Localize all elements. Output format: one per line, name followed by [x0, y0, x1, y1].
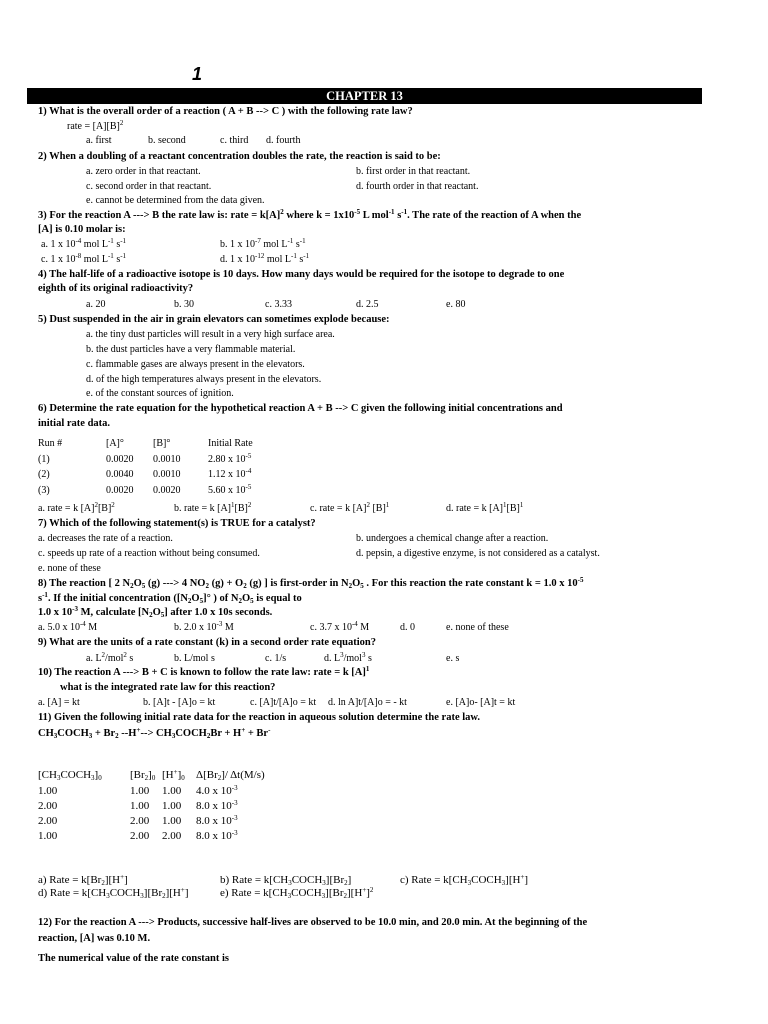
question-8-line-2: $s^{-1}$. If the initial concentration ($[N_2O_5]^\circ$ ) of $N_2O_5$ is equal to	[38, 591, 302, 605]
q6-option-c: c. rate = k $[A]^2$ $[B]^1$	[310, 501, 390, 514]
q8-option-a: a. 5.0 x $10^{-4}$ M	[38, 620, 98, 633]
q11-row-c3: 1.00	[162, 815, 182, 827]
q9-option-c: c. 1/s	[265, 653, 287, 664]
q6-row-rate: 2.80 x $10^{-5}$	[208, 452, 252, 465]
question-3-line-2: [A] is 0.10 molar is:	[38, 224, 126, 235]
q11-row-c3: 1.00	[162, 785, 182, 797]
q4-option-b: b. 30	[174, 299, 194, 310]
q9-option-d: d. $L^3/mol^3$ s	[324, 651, 372, 664]
q11-option-a: a) Rate = $k[Br_2][H^+]$	[38, 873, 128, 887]
q6-row-b: 0.0010	[153, 469, 181, 480]
question-10: 10) The reaction A ---> B + C is known to follow the rate law: rate = k $[A]^1$	[38, 665, 370, 678]
q4-option-c: c. 3.33	[265, 299, 292, 310]
q7-option-a: a. decreases the rate of a reaction.	[38, 533, 173, 544]
q5-option-c: c. flammable gases are always present in the elevators.	[86, 359, 305, 370]
q8-option-d: d. 0	[400, 622, 415, 633]
q6-header-rate: Initial Rate	[208, 438, 253, 449]
q11-row-c4: 8.0 x $10^{-3}$	[196, 829, 238, 842]
q6-row-run: (3)	[38, 485, 50, 496]
q10-option-b: b. [A]t - [A]o = kt	[143, 697, 216, 708]
q11-header-h: $[H^+]_0$	[162, 768, 185, 782]
q11-row-c2: 2.00	[130, 815, 150, 827]
q1-option-c: c. third	[220, 135, 249, 146]
q6-row-rate: 1.12 x $10^{-4}$	[208, 467, 252, 480]
q3-option-b: b. 1 x $10^{-7}$ mol $L^{-1}$ $s^{-1}$	[220, 237, 306, 250]
q11-option-d: d) Rate = $k[CH_3COCH_3][Br_2][H^+]$	[38, 886, 189, 900]
q9-option-e: e. s	[446, 653, 460, 664]
page-number: 1	[192, 64, 203, 84]
q11-header-rate: $\Delta[Br_2]/$ Δt(M/s)	[196, 769, 265, 782]
question-11: 11) Given the following initial rate data for the reaction in aqueous solution determine the rate law.	[38, 712, 481, 723]
question-12-line-3: The numerical value of the rate constant is	[38, 953, 230, 964]
q11-header-ch3coch3: $[CH_3COCH_3]_0$	[38, 769, 102, 782]
q4-option-d: d. 2.5	[356, 299, 379, 310]
q6-row-a: 0.0020	[106, 485, 134, 496]
chapter-heading: CHAPTER 13	[27, 88, 702, 104]
q6-option-b: b. rate = k $[A]^1[B]^2$	[174, 501, 252, 514]
q7-option-d: d. pepsin, a digestive enzyme, is not considered as a catalyst.	[356, 548, 600, 559]
question-8: 8) The reaction [ 2 $N_2O_5$ (g) ---> 4 $NO_2$ $(g) + O_2$ (g) ] is first-order in $N_2O_5$ . For this reaction the rate constant k = 1.0 x $10^{-5}$	[38, 576, 584, 590]
q8-option-e: e. none of these	[446, 622, 509, 633]
q11-row-c2: 1.00	[130, 785, 150, 797]
q8-option-c: c. 3.7 x $10^{-4}$ M	[310, 620, 370, 633]
q5-option-a: a. the tiny dust particles will result in a very high surface area.	[86, 329, 335, 340]
q11-row-c1: 1.00	[38, 785, 58, 797]
q1-option-b: b. second	[148, 135, 186, 146]
q11-row-c2: 2.00	[130, 830, 150, 842]
q3-option-a: a. 1 x $10^{-4}$ mol $L^{-1}$ $s^{-1}$	[41, 237, 127, 250]
q2-option-c: c. second order in that reactant.	[86, 181, 212, 192]
q8-option-b: b. 2.0 x $10^{-3}$ M	[174, 620, 234, 633]
q10-option-d: d. ln A]t/[A]o = - kt	[328, 697, 407, 708]
q6-header-run: Run #	[38, 438, 63, 449]
q7-option-e: e. none of these	[38, 563, 101, 574]
q11-row-c1: 1.00	[38, 830, 58, 842]
q2-option-e: e. cannot be determined from the data given.	[86, 195, 265, 206]
question-8-line-3: 1.0 x $10^{-3}$ M, calculate $[N_2O_5]$ after 1.0 x 10s seconds.	[38, 605, 273, 619]
question-1: 1) What is the overall order of a reaction ( A + B --> C ) with the following rate law?	[38, 106, 413, 117]
question-6: 6) Determine the rate equation for the hypothetical reaction A + B --> C given the following initial concentrations and	[38, 403, 563, 414]
question-12: 12) For the reaction A ---> Products, successive half-lives are observed to be 10.0 min, and 20.0 min. At the beginning of the	[38, 917, 588, 928]
q11-reaction-equation: $CH_3COCH_3 + Br_2$ $--H^+--> CH_3COCH_2Br + H^+ + Br^-$	[38, 726, 271, 740]
q1-rate-law: rate = $[A][B]^2$	[67, 119, 124, 132]
q11-row-c3: 1.00	[162, 800, 182, 812]
q11-option-c: c) Rate = $k[CH_3COCH_3][H^+]$	[400, 873, 529, 887]
q6-row-run: (1)	[38, 454, 50, 465]
q7-option-c: c. speeds up rate of a reaction without being consumed.	[38, 548, 260, 559]
q6-row-rate: 5.60 x $10^{-5}$	[208, 483, 252, 496]
q11-row-c1: 2.00	[38, 800, 58, 812]
question-10-line-2: what is the integrated rate law for this reaction?	[60, 682, 276, 693]
q6-header-a: [A]°	[106, 438, 124, 449]
q6-row-a: 0.0040	[106, 469, 134, 480]
q10-option-a: a. [A] = kt	[38, 697, 80, 708]
q4-option-a: a. 20	[86, 299, 106, 310]
question-3: 3) For the reaction A ---> B the rate law is: rate = $k[A]^2$ where $k = 1x10^{-5}$ L mol$^{-1}$ $s^{-1}$. The rate of the reaction of A when the	[38, 208, 582, 221]
q9-option-b: b. L/mol s	[174, 653, 215, 664]
q11-row-c3: 2.00	[162, 830, 182, 842]
q3-option-c: c. 1 x $10^{-8}$ mol $L^{-1}$ $s^{-1}$	[41, 252, 127, 265]
question-5: 5) Dust suspended in the air in grain elevators can sometimes explode because:	[38, 314, 390, 325]
q11-row-c2: 1.00	[130, 800, 150, 812]
q10-option-e: e. [A]o- [A]t = kt	[446, 697, 516, 708]
q2-option-d: d. fourth order in that reactant.	[356, 181, 479, 192]
q9-option-a: a. $L^2/mol^2$ s	[86, 651, 134, 664]
q11-row-c4: 4.0 x $10^{-3}$	[196, 784, 238, 797]
question-9: 9) What are the units of a rate constant (k) in a second order rate equation?	[38, 637, 377, 648]
q6-header-b: [B]°	[153, 438, 171, 449]
q5-option-e: e. of the constant sources of ignition.	[86, 388, 234, 399]
question-12-line-2: reaction, [A] was 0.10 M.	[38, 933, 151, 944]
q5-option-b: b. the dust particles have a very flammable material.	[86, 344, 296, 355]
q6-row-a: 0.0020	[106, 454, 134, 465]
question-4-line-2: eighth of its original radioactivity?	[38, 283, 194, 294]
q3-option-d: d. 1 x $10^{-12}$ mol $L^{-1}$ $s^{-1}$	[220, 252, 310, 265]
question-6-line-2: initial rate data.	[38, 418, 111, 429]
question-4: 4) The half-life of a radioactive isotope is 10 days. How many days would be required for the isotope to degrade to one	[38, 269, 565, 280]
q11-header-br2: $[Br_2]_0$	[130, 769, 156, 782]
q11-row-c4: 8.0 x $10^{-3}$	[196, 799, 238, 812]
q10-option-c: c. [A]t/[A]o = kt	[250, 697, 317, 708]
q1-option-a: a. first	[86, 135, 112, 146]
q11-option-e: e) Rate = $k[CH_3COCH_3][Br_2][H^+]^2$	[220, 886, 374, 900]
q5-option-d: d. of the high temperatures always present in the elevators.	[86, 374, 322, 385]
q11-row-c1: 2.00	[38, 815, 58, 827]
q6-row-run: (2)	[38, 469, 50, 480]
q4-option-e: e. 80	[446, 299, 466, 310]
q1-option-d: d. fourth	[266, 135, 301, 146]
q6-row-b: 0.0020	[153, 485, 181, 496]
q11-option-b: b) Rate = $k[CH_3COCH_3][Br_2]$	[220, 874, 352, 887]
question-7: 7) Which of the following statement(s) is TRUE for a catalyst?	[38, 518, 316, 529]
q2-option-b: b. first order in that reactant.	[356, 166, 471, 177]
q6-row-b: 0.0010	[153, 454, 181, 465]
q2-option-a: a. zero order in that reactant.	[86, 166, 201, 177]
q11-row-c4: 8.0 x $10^{-3}$	[196, 814, 238, 827]
q7-option-b: b. undergoes a chemical change after a reaction.	[356, 533, 549, 544]
q6-option-d: d. rate = k $[A]^1[B]^1$	[446, 501, 524, 514]
q6-option-a: a. rate = k $[A]^2[B]^2$	[38, 501, 115, 514]
question-2: 2) When a doubling of a reactant concentration doubles the rate, the reaction is said to be:	[38, 151, 441, 162]
